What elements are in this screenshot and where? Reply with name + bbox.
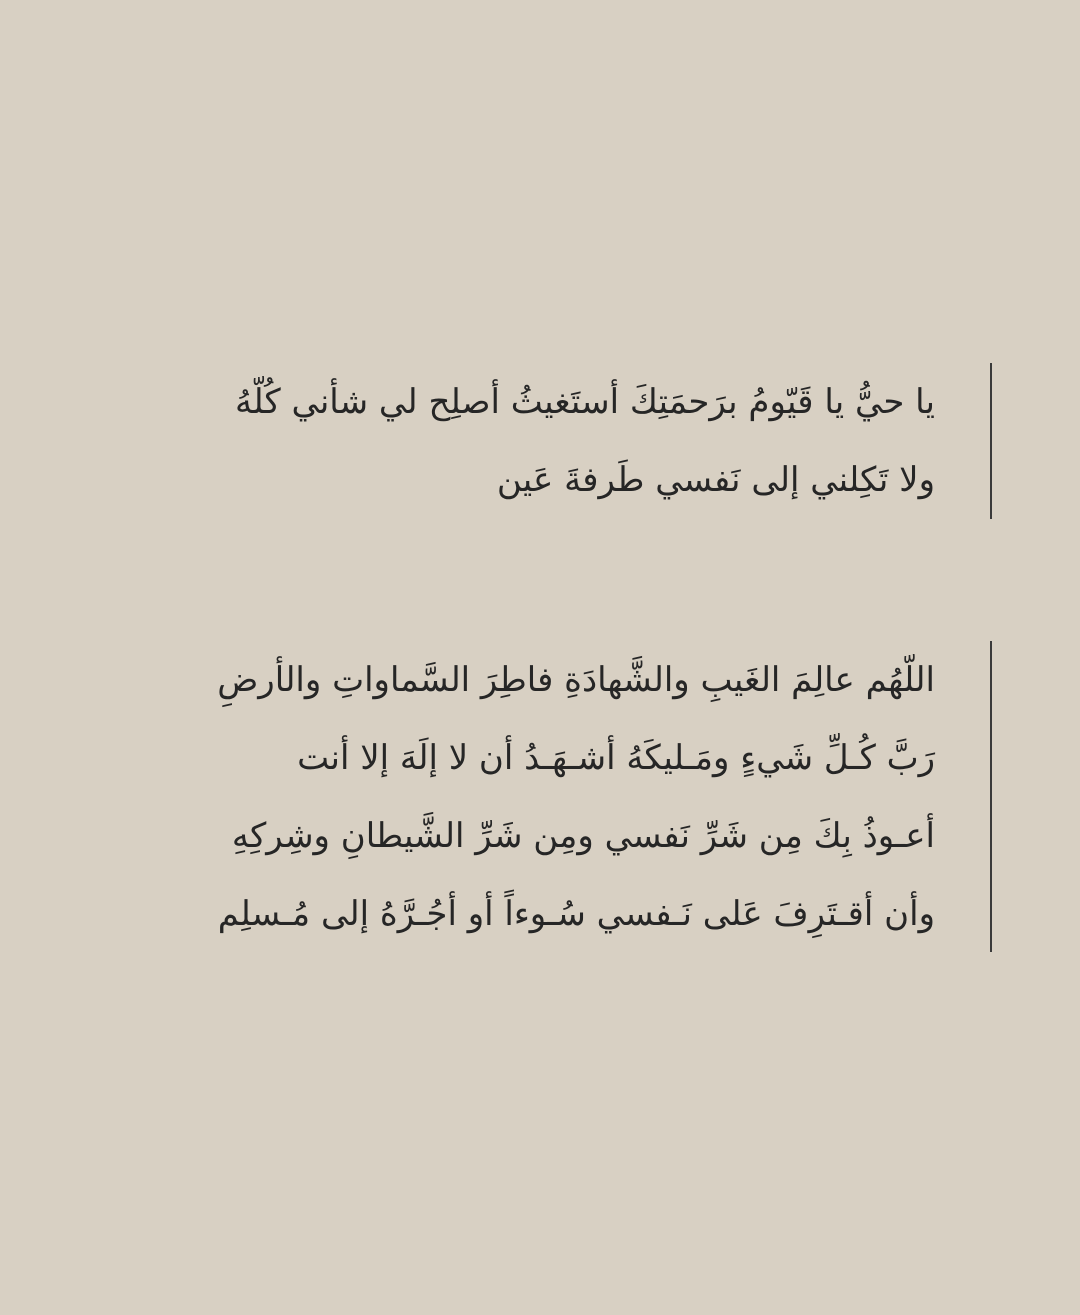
dua-line: يا حيُّ يا قَيّومُ برَحمَتِكَ أستَغيثُ أصلِح لي شأني كُلّهُ (235, 382, 935, 422)
dua-line: رَبَّ كُـلِّ شَيءٍ ومَـليكَهُ أشـهَـدُ أن لا إلَهَ إلا أنت (297, 738, 935, 778)
dua-block-1 (195, 363, 935, 519)
dua-line: اللّهُم عالِمَ الغَيبِ والشَّهادَةِ فاطِرَ السَّماواتِ والأرضِ (217, 660, 935, 700)
dua-block-2 (195, 641, 935, 952)
dua-line: وأن أقـتَرِفَ عَلى نَـفسي سُـوءاً أو أجُـرَّهُ إلى مُـسلِم (217, 894, 935, 934)
dua-line: ولا تَكِلني إلى نَفسي طَرفةَ عَين (496, 460, 935, 500)
dua-line: أعـوذُ بِكَ مِن شَرِّ نَفسي ومِن شَرِّ الشَّيطانِ وشِركِهِ (231, 816, 935, 856)
